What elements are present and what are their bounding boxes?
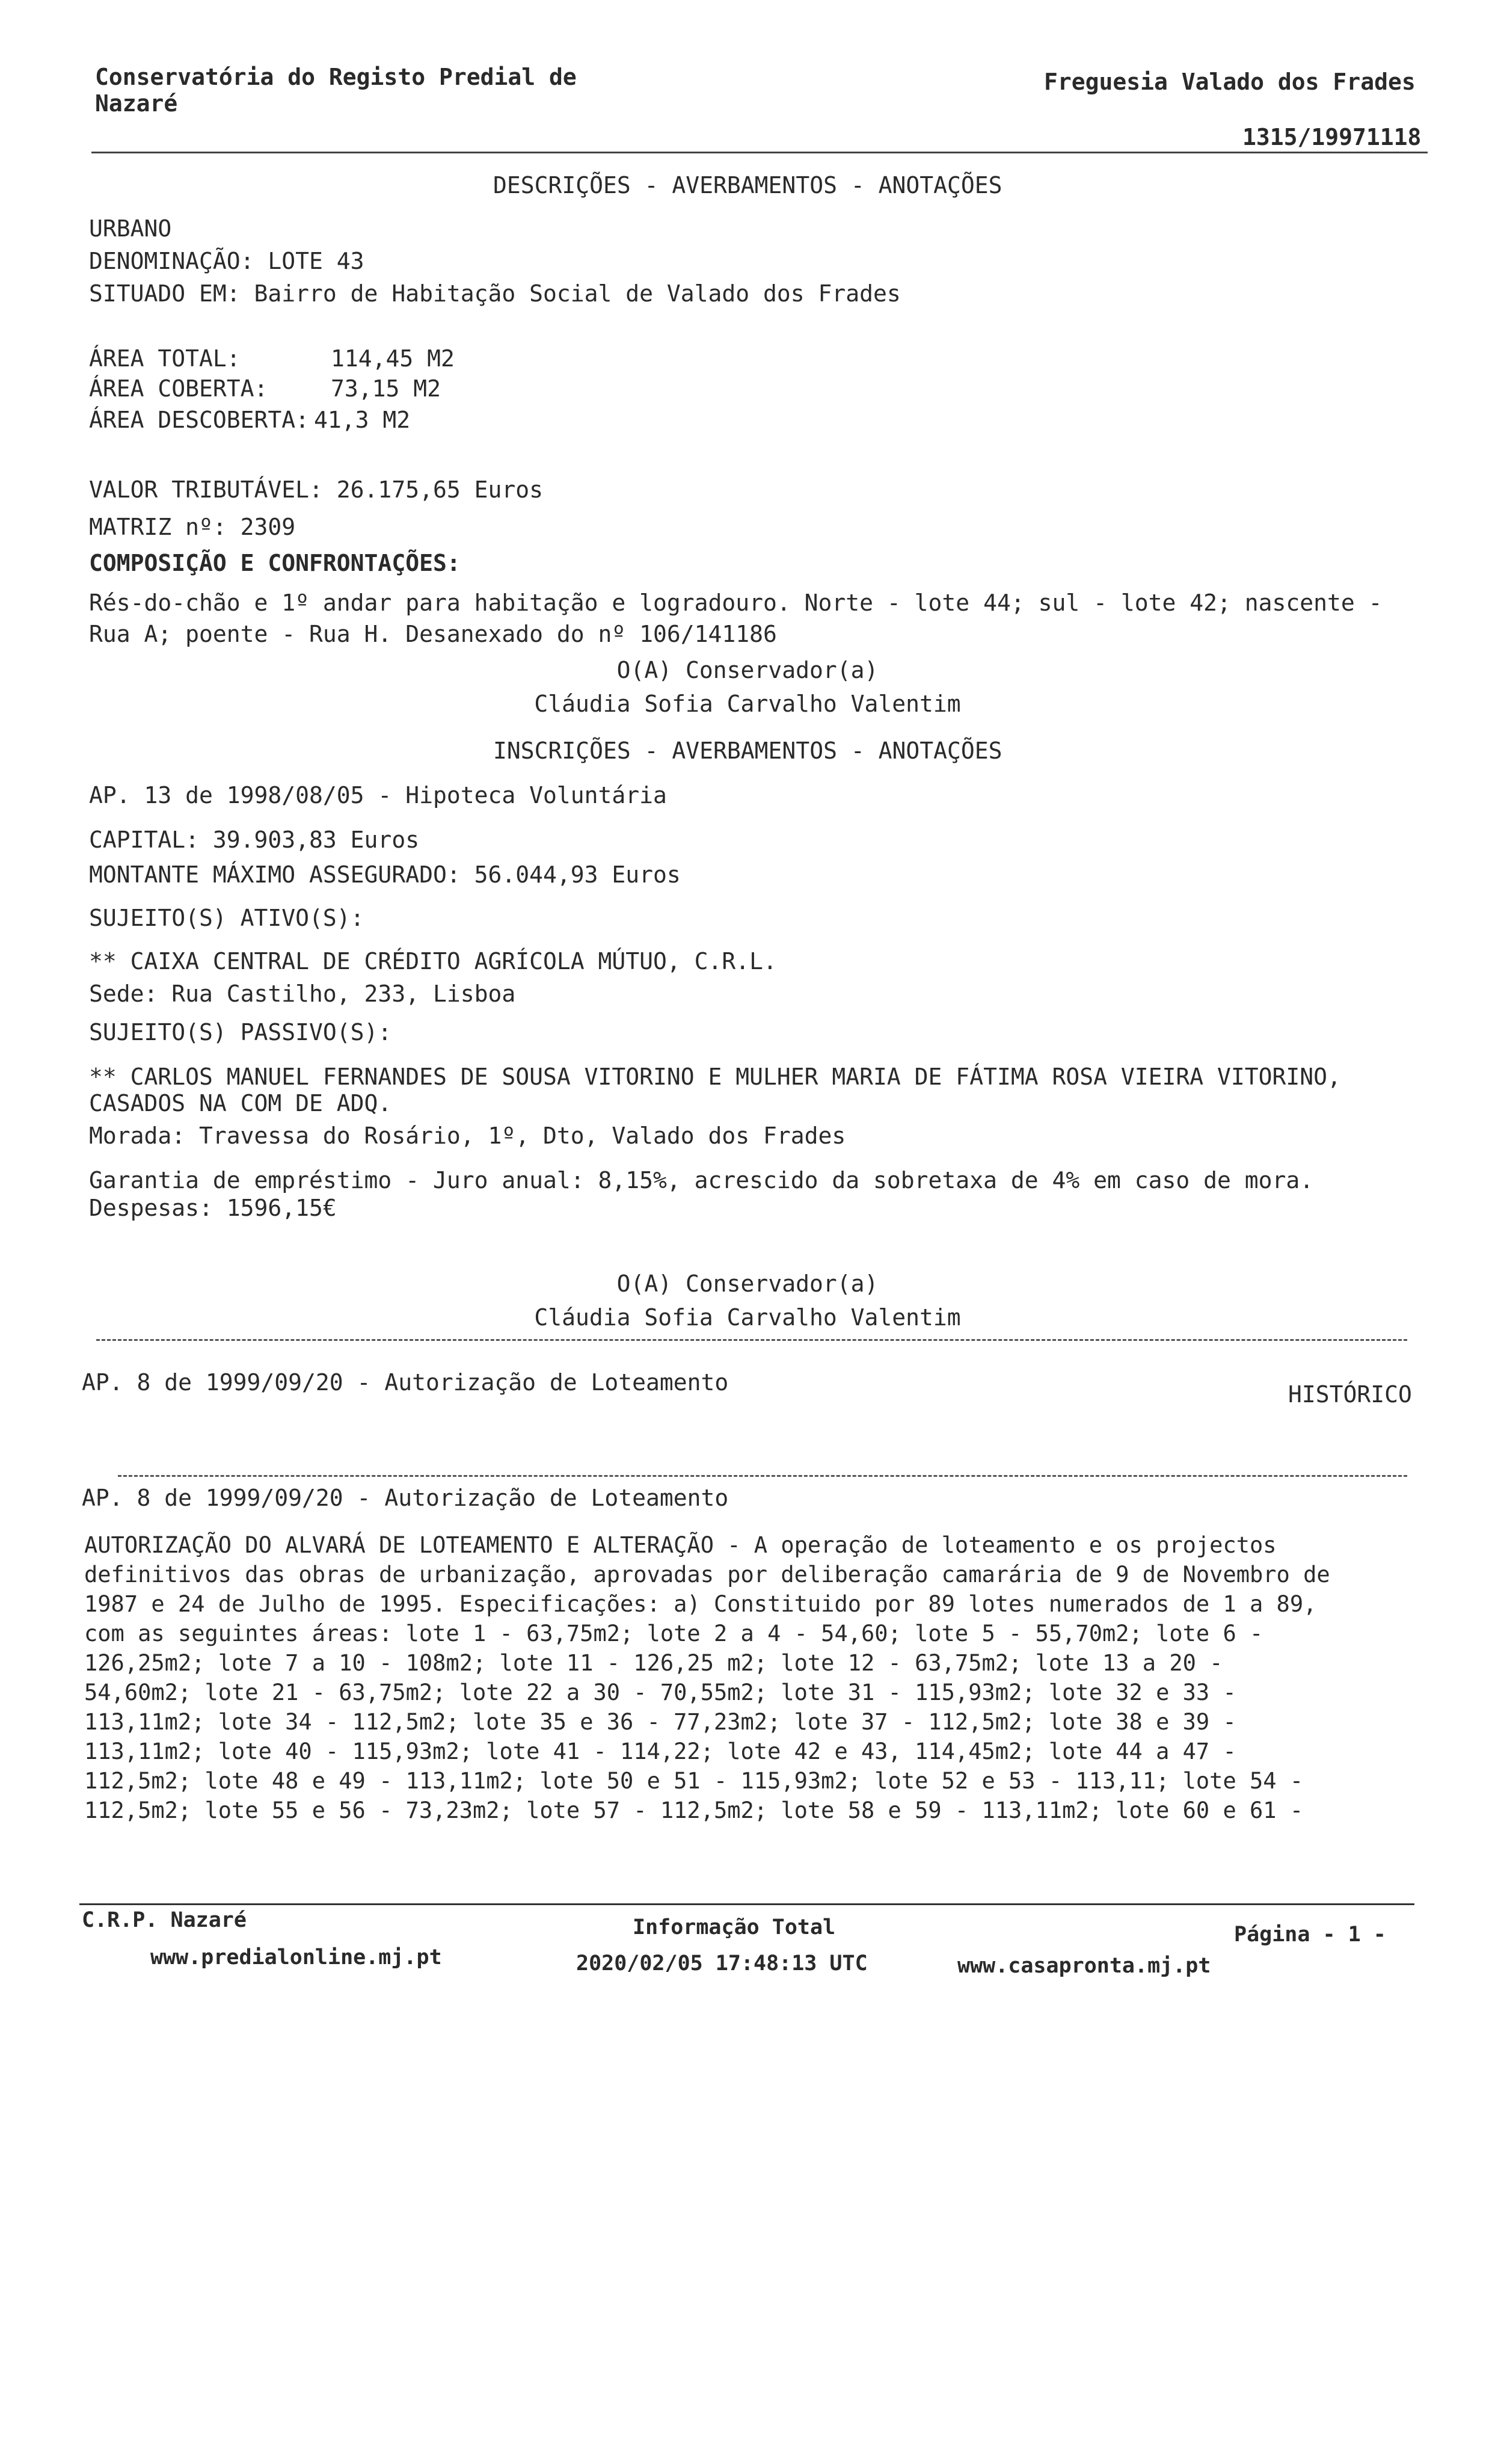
active-subjects-heading: SUJEITO(S) ATIVO(S): bbox=[89, 905, 364, 931]
office-name-line1: Conservatória do Registo Predial de bbox=[95, 64, 577, 90]
loan-guarantee: Garantia de empréstimo - Juro anual: 8,15%, acrescido da sobretaxa de 4% em caso de mora. bbox=[89, 1167, 1314, 1194]
mortgage-capital: CAPITAL: 39.903,83 Euros bbox=[89, 827, 420, 853]
area-uncovered-label: ÁREA DESCOBERTA: bbox=[89, 407, 310, 433]
office-name-line2: Nazaré bbox=[95, 90, 178, 117]
descriptions-title: DESCRIÇÕES - AVERBAMENTOS - ANOTAÇÕES bbox=[493, 172, 1002, 199]
composition-heading: COMPOSIÇÃO E CONFRONTAÇÕES: bbox=[89, 550, 461, 576]
mortgage-max-amount: MONTANTE MÁXIMO ASSEGURADO: 56.044,93 Euros bbox=[89, 861, 681, 888]
active-subject-entity: ** CAIXA CENTRAL DE CRÉDITO AGRÍCOLA MÚTUO, C.R.L. bbox=[89, 948, 777, 975]
passive-subject-entity-line-2: CASADOS NA COM DE ADQ. bbox=[89, 1090, 392, 1116]
subdivision-line: 113,11m2; lote 34 - 112,5m2; lote 35 e 36 - 77,23m2; lote 37 - 112,5m2; lote 38 e 39 - bbox=[84, 1709, 1236, 1735]
area-total-value: 114,45 M2 bbox=[331, 345, 455, 372]
signer-name-2: Cláudia Sofia Carvalho Valentim bbox=[534, 1304, 961, 1331]
registry-reference: 1315/19971118 bbox=[1242, 124, 1422, 150]
composition-line-2: Rua A; poente - Rua H. Desanexado do nº 106/141186 bbox=[89, 621, 777, 647]
parish-name: Freguesia Valado dos Frades bbox=[1044, 69, 1416, 95]
area-covered-label: ÁREA COBERTA: bbox=[89, 375, 268, 402]
historic-label: HISTÓRICO bbox=[1288, 1381, 1412, 1408]
subdivision-line: AUTORIZAÇÃO DO ALVARÁ DE LOTEAMENTO E ALTERAÇÃO - A operação de loteamento e os projectos bbox=[84, 1532, 1277, 1558]
ap8-entry: AP. 8 de 1999/09/20 - Autorização de Loteamento bbox=[82, 1369, 729, 1396]
signer-name: Cláudia Sofia Carvalho Valentim bbox=[534, 691, 961, 717]
dashed-separator-2 bbox=[118, 1475, 1407, 1477]
matrix-number: MATRIZ nº: 2309 bbox=[89, 514, 296, 540]
subdivision-line: 112,5m2; lote 48 e 49 - 113,11m2; lote 50 e 51 - 115,93m2; lote 52 e 53 - 113,11; lote 54 - bbox=[84, 1768, 1304, 1794]
loan-expenses: Despesas: 1596,15€ bbox=[89, 1195, 337, 1221]
footer-office: C.R.P. Nazaré bbox=[82, 1908, 247, 1932]
passive-subjects-heading: SUJEITO(S) PASSIVO(S): bbox=[89, 1019, 392, 1046]
footer-rule bbox=[79, 1903, 1414, 1905]
subdivision-line: 54,60m2; lote 21 - 63,75m2; lote 22 a 30 - 70,55m2; lote 31 - 115,93m2; lote 32 e 33 - bbox=[84, 1680, 1236, 1705]
subdivision-line: 112,5m2; lote 55 e 56 - 73,23m2; lote 57 - 112,5m2; lote 58 e 59 - 113,11m2; lote 60 e 61 - bbox=[84, 1797, 1304, 1823]
passive-subject-entity-line-1: ** CARLOS MANUEL FERNANDES DE SOUSA VITORINO E MULHER MARIA DE FÁTIMA ROSA VIEIRA VITORINO, bbox=[89, 1064, 1341, 1090]
subdivision-text bbox=[84, 1530, 1330, 1825]
dashed-separator-1 bbox=[96, 1339, 1407, 1341]
ap13-entry: AP. 13 de 1998/08/05 - Hipoteca Voluntária bbox=[89, 782, 667, 808]
inscriptions-title: INSCRIÇÕES - AVERBAMENTOS - ANOTAÇÕES bbox=[493, 738, 1002, 764]
signer-title-2: O(A) Conservador(a) bbox=[616, 1270, 879, 1297]
subdivision-line: 126,25m2; lote 7 a 10 - 108m2; lote 11 - 126,25 m2; lote 12 - 63,75m2; lote 13 a 20 - bbox=[84, 1650, 1223, 1676]
footer-site-left: www.predialonline.mj.pt bbox=[150, 1945, 442, 1970]
subdivision-line: 1987 e 24 de Julho de 1995. Especificações: a) Constituido por 89 lotes numerados de 1 a 89, bbox=[84, 1591, 1317, 1617]
tax-value: VALOR TRIBUTÁVEL: 26.175,65 Euros bbox=[89, 476, 543, 503]
signer-title: O(A) Conservador(a) bbox=[616, 657, 879, 683]
footer-page-number: Página - 1 - bbox=[1234, 1923, 1386, 1947]
active-subject-seat: Sede: Rua Castilho, 233, Lisboa bbox=[89, 981, 516, 1007]
footer-site-right: www.casapronta.mj.pt bbox=[957, 1954, 1211, 1978]
subdivision-line: definitivos das obras de urbanização, aprovadas por deliberação camarária de 9 de Novembro de bbox=[84, 1562, 1330, 1588]
area-covered-value: 73,15 M2 bbox=[331, 375, 441, 402]
property-denomination: DENOMINAÇÃO: LOTE 43 bbox=[89, 248, 364, 274]
footer-info-label: Informação Total bbox=[633, 1915, 836, 1939]
subdivision-line: com as seguintes áreas: lote 1 - 63,75m2; lote 2 a 4 - 54,60; lote 5 - 55,70m2; lote 6 - bbox=[84, 1621, 1263, 1646]
footer-timestamp: 2020/02/05 17:48:13 UTC bbox=[576, 1951, 868, 1976]
ap8-entry-repeat: AP. 8 de 1999/09/20 - Autorização de Loteamento bbox=[82, 1485, 729, 1511]
property-type: URBANO bbox=[89, 215, 172, 242]
area-total-label: ÁREA TOTAL: bbox=[89, 345, 241, 372]
area-uncovered-value: 41,3 M2 bbox=[314, 407, 411, 433]
header-rule bbox=[91, 152, 1428, 153]
passive-subject-address: Morada: Travessa do Rosário, 1º, Dto, Valado dos Frades bbox=[89, 1123, 846, 1149]
subdivision-line: 113,11m2; lote 40 - 115,93m2; lote 41 - 114,22; lote 42 e 43, 114,45m2; lote 44 a 47 - bbox=[84, 1739, 1236, 1764]
property-location: SITUADO EM: Bairro de Habitação Social de Valado dos Frades bbox=[89, 280, 901, 307]
composition-line-1: Rés-do-chão e 1º andar para habitação e logradouro. Norte - lote 44; sul - lote 42; nascente - bbox=[89, 590, 1383, 616]
